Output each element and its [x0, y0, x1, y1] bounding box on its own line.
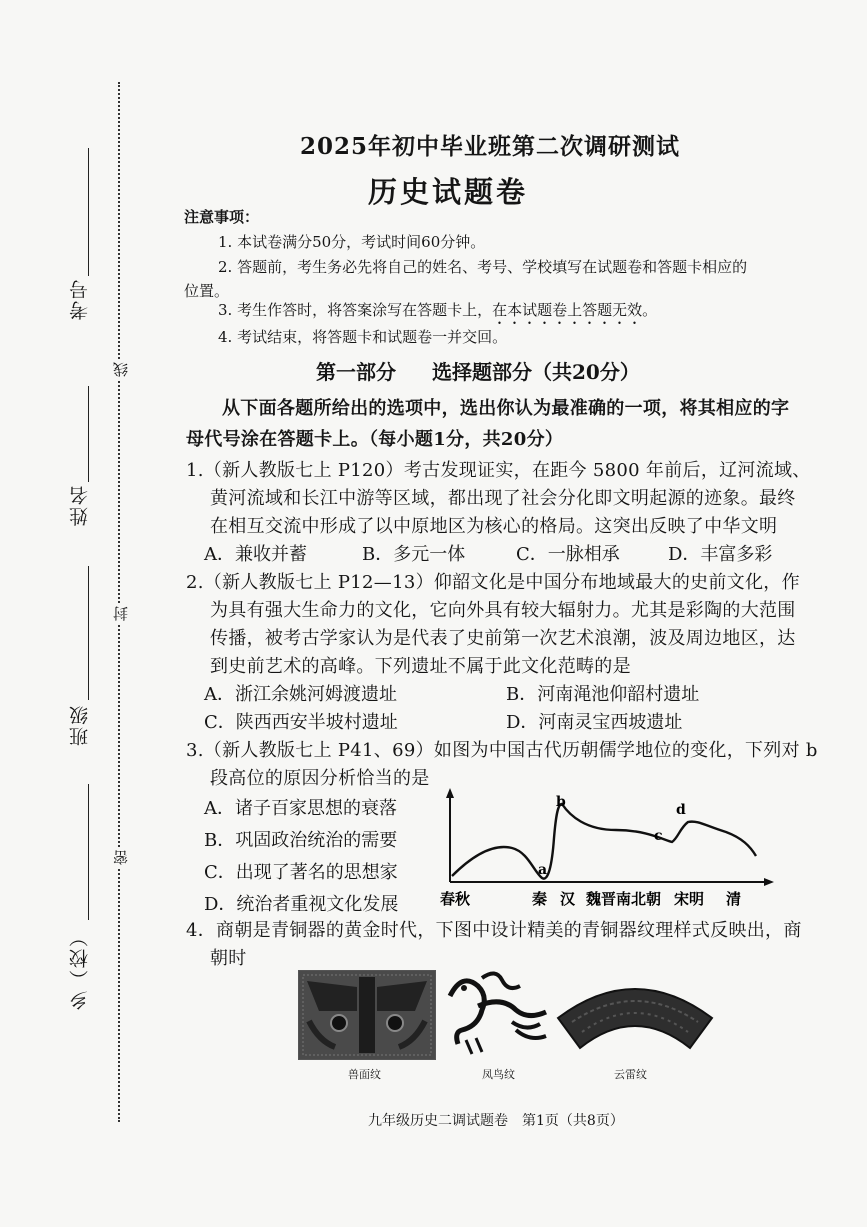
q2-option-b[interactable]: B．河南渑池仰韶村遗址: [506, 684, 700, 705]
q2-line-1: 2.（新人教版七上 P12—13）仰韶文化是中国分布地域最大的史前文化，作: [186, 572, 800, 593]
exam-title: 2025年初中毕业班第二次调研测试: [300, 133, 681, 160]
notice-heading: 注意事项：: [184, 208, 260, 226]
phoenix-pattern-image: [442, 966, 552, 1062]
margin-underline-class: [88, 566, 89, 700]
figure-x-label-weijin: 魏晋南北朝: [586, 890, 662, 908]
q1-option-d[interactable]: D．丰富多彩: [668, 544, 773, 565]
notice-item-3-end: 。: [642, 301, 658, 319]
section-part: 第一部分: [316, 360, 396, 384]
q2-line-4: 到史前艺术的高峰。下列遗址不属于此文化范畴的是: [210, 656, 631, 677]
margin-underline-school: [88, 784, 89, 920]
figure-point-d: d: [676, 802, 686, 818]
q1-option-b[interactable]: B．多元一体: [362, 544, 466, 565]
q1-line-2: 黄河流域和长江中游等区域，都出现了社会分化即文明起源的迹象。最终: [210, 488, 796, 509]
q3-line-1: 3.（新人教版七上 P41、69）如图为中国古代历朝儒学地位的变化，下列对 b: [186, 740, 818, 761]
notice-item-2-cont: 位置。: [184, 282, 230, 300]
figure-point-b: b: [556, 794, 566, 810]
margin-label-exam-number: 考号: [69, 278, 91, 320]
q4-line-2: 朝时: [210, 948, 247, 969]
notice-item-1: 1. 本试卷满分50分，考试时间60分钟。: [218, 233, 486, 251]
phoenix-caption: 凤鸟纹: [482, 1068, 515, 1081]
figure-y-arrow: [446, 788, 454, 798]
page-footer: 九年级历史二调试题卷 第1页（共8页）: [368, 1113, 624, 1129]
q2-option-c[interactable]: C．陕西西安半坡村遗址: [204, 712, 398, 733]
figure-x-label-songming: 宋明: [674, 890, 705, 908]
figure-x-label-qin: 秦: [532, 890, 548, 908]
cloud-thunder-pattern-image: [552, 974, 718, 1058]
q1-line-1: 1.（新人教版七上 P120）考古发现证实，在距今 5800 年前后，辽河流域、: [186, 460, 811, 481]
section-heading: [316, 356, 640, 385]
q3-option-a[interactable]: A．诸子百家思想的衰落: [204, 798, 397, 819]
q2-line-3: 传播，被考古学家认为是代表了史前第一次艺术浪潮，波及周边地区，达: [210, 628, 796, 649]
taotie-pattern-art: [299, 971, 435, 1059]
section-instruction-1: 从下面各题所给出的选项中，选出你认为最准确的一项，将其相应的字: [222, 398, 790, 419]
figure-x-label-chunqiu: 春秋: [440, 890, 471, 908]
binding-dotted-line: [118, 82, 120, 1122]
exam-subtitle: 历史试题卷: [368, 175, 529, 209]
q2-line-2: 为具有强大生命力的文化，它向外具有较大辐射力。尤其是彩陶的大范围: [210, 600, 796, 621]
seal-char-seal: 封: [112, 606, 130, 621]
q3-option-b[interactable]: B．巩固政治统治的需要: [204, 830, 398, 851]
margin-underline-exam-number: [88, 148, 89, 276]
section-name: 选择题部分（共20分）: [432, 360, 640, 384]
seal-char-secret: 密: [112, 850, 130, 865]
q1-option-a[interactable]: A．兼收并蓄: [204, 544, 307, 565]
notice-item-4: 4. 考试结束，将答题卡和试题卷一并交回。: [218, 328, 508, 346]
q3-line-2: 段高位的原因分析恰当的是: [210, 768, 430, 789]
taotie-caption: 兽面纹: [348, 1068, 381, 1081]
q3-option-c[interactable]: C．出现了著名的思想家: [204, 862, 398, 883]
q1-line-3: 在相互交流中形成了以中原地区为核心的格局。这突出反映了中华文明: [210, 516, 778, 537]
notice-item-3-text: 3. 考生作答时，将答案涂写在答题卡上，: [218, 301, 493, 319]
figure-x-label-han: 汉: [560, 890, 576, 908]
q2-option-a[interactable]: A．浙江余姚河姆渡遗址: [204, 684, 397, 705]
q3-confucianism-figure: [436, 786, 776, 910]
cloud-thunder-caption: 云雷纹: [614, 1068, 647, 1081]
q1-option-c[interactable]: C．一脉相承: [516, 544, 620, 565]
figure-curve: [452, 804, 756, 879]
notice-item-3: [218, 299, 657, 328]
q2-option-d[interactable]: D．河南灵宝西坡遗址: [506, 712, 683, 733]
figure-x-label-qing: 清: [726, 890, 742, 908]
margin-label-class: 班级: [69, 704, 91, 746]
section-instruction-2: 母代号涂在答题卡上。（每小题1分，共20分）: [186, 429, 564, 450]
q3-option-d[interactable]: D．统治者重视文化发展: [204, 894, 399, 915]
margin-underline-name: [88, 386, 89, 482]
notice-item-3-emphasis: 在本试题卷上答题无效: [492, 301, 643, 319]
q4-line-1: 4．商朝是青铜器的黄金时代，下图中设计精美的青铜器纹理样式反映出，商: [186, 920, 802, 941]
margin-label-school: 乡（校）: [69, 926, 91, 1010]
margin-label-name: 姓名: [69, 484, 91, 526]
figure-x-arrow: [764, 878, 774, 886]
seal-char-line: 线: [112, 362, 130, 377]
notice-item-2: 2. 答题前，考生务必先将自己的姓名、考号、学校填写在试题卷和答题卡相应的: [218, 258, 748, 276]
figure-point-c: c: [654, 828, 663, 844]
taotie-pattern-image: [298, 970, 436, 1060]
figure-point-a: a: [538, 862, 548, 878]
